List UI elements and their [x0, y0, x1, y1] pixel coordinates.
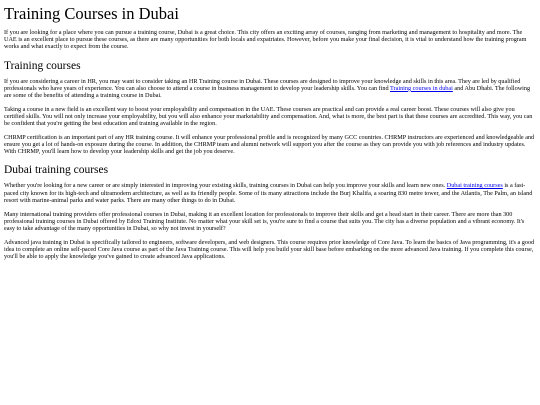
paragraph: Many international training providers offer professional courses in Dubai, making it an excellent location for professionals to improve their skills and get a head start in their career. There are more than 300 professional training courses in Dubai offered by Edoxi Training Institute. No matter what your skill set is, you're sure to find a course that suits you. The city has a diverse population and a vibrant economy. It's easy to take advantage of the many opportunities in Dubai, so why not invest in yourself? [4, 210, 525, 232]
paragraph [4, 182, 536, 204]
paragraph: CHRMP certification is an important part of any HR training course. It will enhance your professional profile and is recognized by many GCC countries. CHRMP instructors are experienced and knowledgeable and ensure you get a lot of hands-on exposure during the course. In addition, the CHRMP team and alumni network will support you after the course as they can provide you with job references and industry updates. With CHRMP, you'll learn how to develop your leadership skills and get the job you deserve. [4, 133, 535, 156]
intro-paragraph: If you are looking for a place where you can pursue a training course, Dubai is a great choice. This city offers an exciting array of courses, ranging from marketing and management to hospitality and more. The UAE is an excellent place to pursue these courses, as there are many opportunities for both locals and expatriates. However, before you make your final decision, it is vital to understand how the training program works and what exactly to expect from the course. [4, 29, 527, 51]
paragraph [4, 78, 536, 100]
section-heading-training-courses: Training courses [4, 59, 81, 72]
paragraph: Taking a course in a new field is an excellent way to boost your employability and compensation in the UAE. These courses are practical and can provide a real career boost. These courses will also give you certified skills. You will not only increase your employability, but you will also enhance your marketability and compensation. And, what is more, the best part is that these courses are accredited. This way, you can be confident that you're getting the best education and training available in the region. [4, 105, 533, 128]
dubai-training-courses-link[interactable]: Dubai training courses [446, 182, 503, 190]
page-title: Training Courses in Dubai [4, 4, 179, 23]
paragraph-text: is a fast-paced city known for its high-tech and ultramodern architecture, as well as its friendly people. Some of its many attractions include the Burj Khalifa, a soaring 830 metre tower, and the Atlantis, The Palm, an island resort with marine-animal parks and water parks. There are many other things to do in Dubai. [4, 182, 533, 204]
paragraph: Advanced java training in Dubai is specifically tailored to engineers, software developers, and web designers. This course requires prior knowledge of Core Java. To learn the basics of Java programming, it's a good idea to complete an online self-paced Core Java course as part of the Java Training course. This will help you build your skill base before embarking on the more advanced Java training. If you complete this course, you'll be able to apply the knowledge you've gained to create advanced Java applications. [4, 238, 535, 261]
paragraph-text: Whether you're looking for a new career or are simply interested in improving your existing skills, training courses in Dubai can help you improve your skills and learn new ones. [4, 182, 447, 190]
section-heading-dubai-training-courses: Dubai training courses [4, 164, 109, 177]
paragraph-text: and Abu Dhabi. The following are some of the benefits of attending a training course in Dubai. [4, 84, 531, 100]
training-courses-link[interactable]: Training courses in dubai [390, 84, 453, 92]
paragraph-text: If you are considering a career in HR, you may want to consider taking an HR Training course in Dubai. These courses are designed to improve your knowledge and skills in this area. They are led by qualified professionals who have years of experience. You can also choose to attend a course in business management to develop your leadership skills. You can find [4, 77, 521, 92]
